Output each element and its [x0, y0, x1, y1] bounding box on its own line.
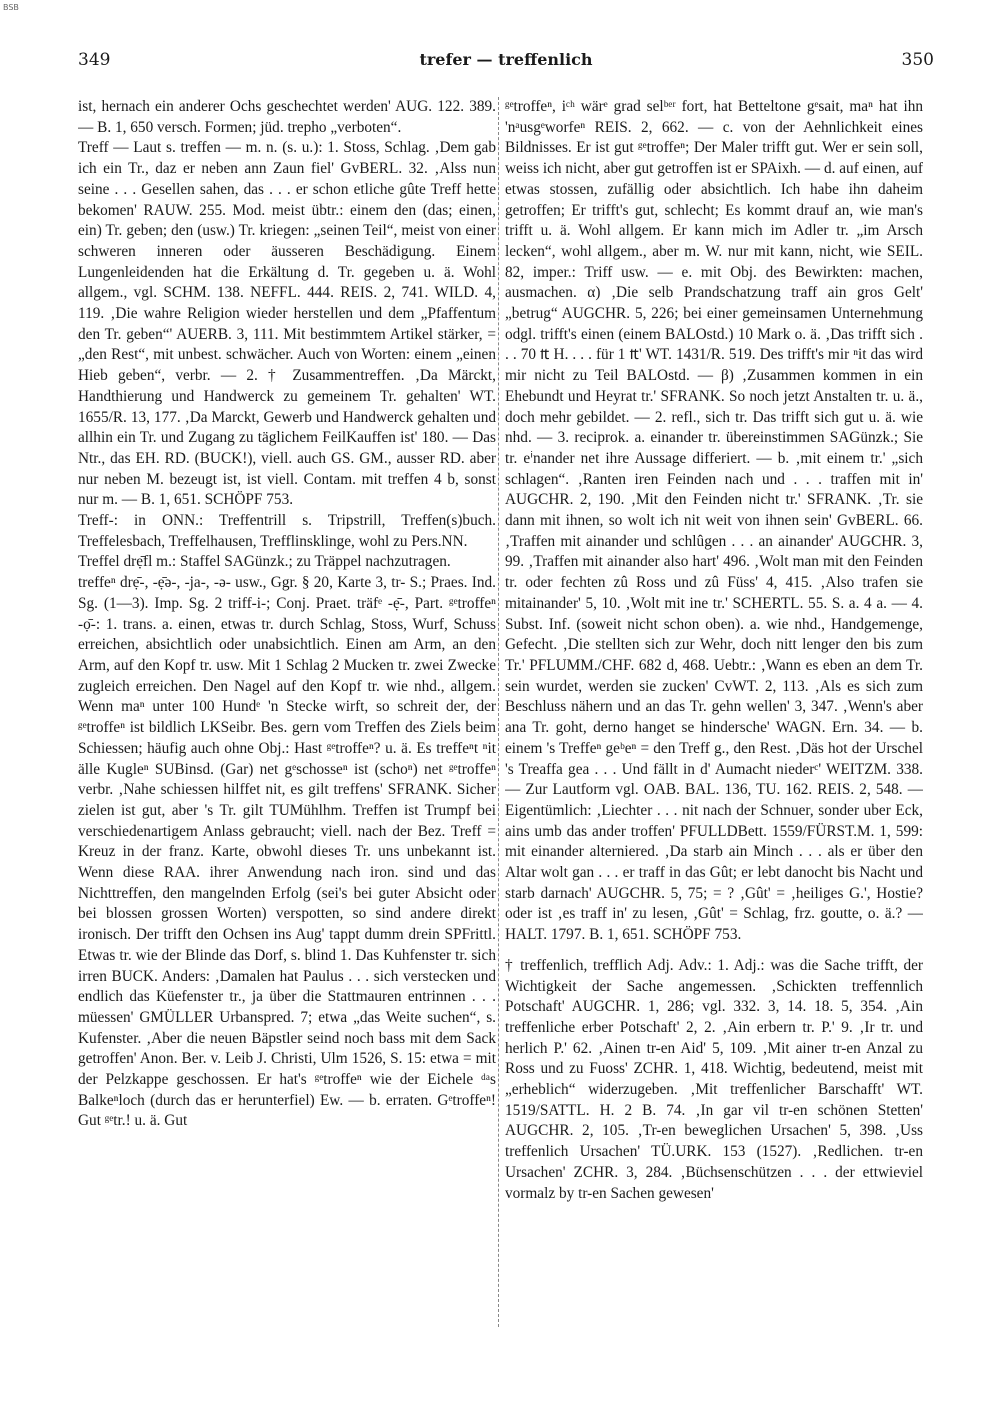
entry-treffenlich: † treffenlich, trefflich Adj. Adv.: 1. Adj.: was die Sache trifft, der Wichtigkeit der Sache angemessen. ‚Schickten treffennlich Potschaft' AUGCHR. 1, 286; vgl. 332. 3, 14. 18. 5, 354. ‚Ain treffenliche erber Potschaft' 2, 2. ‚Ain erbern tr. P.' 9. ‚Ir tr. und herlich P.' 62. ‚Ainen tr-en Aid' 5, 109. ‚Mit ainer tr-en Anzal zu Ross und zu Fuoss' ZCHR. 1, 418. Wichtig, bedeutend, meist mit „erheblich“ widerzugeben. ‚Mit treffenlicher Barschafft' WT. 1519/SATTL. H. 2 B. 74. ‚In gar vil tr-en schönen Stetten' AUGCHR. 2, 105. ‚Tr-en beweglichen Ursachen' 5, 398. ‚Uss treffenlich Ursachen' TÜ.URK. 153 (1527). ‚Redlichen. tr-en Ursachen' ZCHR. 3, 284. ‚Büchsenschützen . . . der ettwieviel vormalz by tr-en Sachen gewesen'	[505, 956, 923, 1202]
entry-treff: Treff — Laut s. treffen — m. n. (s. u.): 1. Stoss, Schlag. ‚Dem gab ich ein Tr., daz er neben ann Zaun fiel' GvBERL. 32. ‚Alss nun seine . . . Gesellen sahen, das . . . er schon etliche gûte Treff hette bekomen' RAUW. 255. Mod. meist übtr.: einem den (das; einen, ein) Tr. geben; den (usw.) Tr. kriegen: „seinen Teil“, meist von einer schweren inneren oder äusseren Beschädigung. Einem Lungenleidenden hat die Erkältung d. Tr. gegeben u. ä. Wohl allgem., vgl. SCHM. 138. NEFFL. 444. REIS. 2, 741. WILD. 4, 119. ‚Die wahre Religion wieder herstellen und dem „Pfaffentum den Tr. geben“' AUERB. 3, 111. Mit bestimmtem Artikel stärker, = „den Rest“, mit unbest. schwächer. Auch von Worten: einem „einen Hieb geben“, verbr. — 2. † Zusammentreffen. ‚Da Märckt, Handthierung und Handwerck zu gemeinem Tr. gehalten' WT. 1655/R. 13, 177. ‚Da Marckt, Gewerb und Handwerck gehalten und allhin ein Tr. und Zugang zu täglichem FeilKauffen ist' 180. — Das Ntr., das EH. RD. (BUCK!), viell. auch GS. GM., ausser RD. aber nur neben M. bezeugt ist, ist viell. Contam. mit treffen 4 b, sonst nur m. — B. 1, 651. SCHÖPF 753.	[78, 139, 496, 509]
library-corner-mark: BSB	[3, 3, 19, 12]
running-head: trefer — treffenlich	[419, 50, 593, 69]
page-number-left: 349	[78, 50, 111, 70]
entry-trefer-end: ist, hernach ein anderer Ochs geschechtet werden' AUG. 122. 389. — B. 1, 650 versch. Formen; jüd. trepho „verboten“.	[78, 98, 496, 136]
entry-treffen: treffeⁿ drẹ̄-, -ẹ̄ə-, -jа-, -ə- usw., Ggr. § 20, Karte 3, tr- S.; Praes. Ind. Sg. (1—3). Imp. Sg. 2 triff-i-; Conj. Praet. träfᵉ -ẹ̄-, Part. ᵍᵉtroffeⁿ -ọ̄-: 1. trans. a. einen, etwas tr. durch Schlag, Stoss, Wurf, Schuss erreichen, absichtlich oder unabsichtlich. Einen am Arm, an den Arm, auf den Kopf tr. usw. Mit 1 Schlag 2 Mucken tr. zwei Zwecke zugleich erreichen. Den Nagel auf den Kopf tr. wie nhd., allgem. Wenn maⁿ unter 100 Hundᵉ 'n Stecke wirft, so schreit der, der ᵍᵉtroffeⁿ ist bildlich LKSeibr. Bes. gern vom Treffen des Ziels beim Schiessen; häufig auch ohne Obj.: Hast ᵍᵉtroffeⁿ? u. ä. Es treffeⁿt ⁿit älle Kugleⁿ SUBinsd. (Gar) net gᵉschosseⁿ ist (schoⁿ) net ᵍᵉtroffeⁿ verbr. ‚Nahe schiessen hilffet nit, es gilt treffens' SFRANK. Sicher zielen ist gut, aber 's Tr. gilt TUMühlhm. Treffen ist Trumpf bei verschiedenartigem Anlass gebraucht; viell. nach der Bez. Treff = Kreuz in der franz. Karte, obwohl dieses Tr. uns unbekannt ist. Wenn diese RAA. ihrer Anwendung nach iron. sind und das Nichttreffen, den mangelnden Erfolg (sei's bei guter Absicht oder bei blossen grossen Worten) verspotten, so sind andere direkt ironisch. Der trifft den Ochsen ins Aug' tappt dumm drein SPFrittl. Etwas tr. wie der Blinde das Dorf, s. blind 1. Das Kuhfenster tr. sich irren BUCK. Anders: ‚Damalen hat Paulus . . . sich verstecken und endlich das Küefenster tr., ja über die Stattmauren entrinnen . . . müessen' GMÜLLER Urbanspred. 7; etwa „das Weite suchen“, s. Kufenster. ‚Aber die neuen Bäpstler seind noch bass mit dem Sack getroffen' Anon. Ber. v. Leib J. Christi, Ulm 1526, S. 15: etwa = mit der Pelzkappe geschossen. Er hat's ᵍᵉtroffeⁿ wie der Eichele ᵈᵃs Balkeⁿloch (durch das er herunterfiel) Ew. — b. erraten. Gᵉtroffeⁿ! Gut ᵍᵉtr.! u. ä. Gut	[78, 574, 496, 1130]
entry-treffen-continued: ᵍᵉtroffeⁿ, iᶜʰ wärᵉ grad selᵇᵉʳ fort, hat Betteltone gᵉsait, maⁿ hat ihn 'nᵃusgᵉworfeⁿ REIS. 2, 662. — c. von der Aehnlichkeit eines Bildnisses. Er ist gut ᵍᵉtroffeⁿ; Der Maler trifft gut. Wer er sein soll, weiss ich nicht, aber gut getroffen ist er SPAixh. — d. auf einen, auf etwas stossen, zufällig oder absichtlich. Ich habe ihn daheim getroffen; Er trifft's gut, schlecht; Es kommt drauf an, wie man's trifft u. ä. Wohl allgem. Er kann mich im Adler tr. „im Arsch lecken“, wohl allgem., aber m. W. nur mit kann, nicht, wie SEIL. 82, imper.: Triff usw. — e. mit Obj. des Bewirkten: machen, ausmachen. α) ‚Die selb Prandschatzung traff ain gros Gelt' „betrug“ AUGCHR. 5, 226; bei einer gemeinsamen Unternehmung odgl. trifft's einen (einem BALOstd.) 10 Mark o. ä. ‚Das trifft sich . . . 70 ₶ H. . . . für 1 ₶' WT. 1431/R. 519. Des trifft's mir ⁿit das wird mir nicht zu Teil BALOstd. — β) ‚Zusammen kommen in ein Ehebundt und Heyrat tr.' SFRANK. So noch jetzt Anstalten tr. u. ä., doch mehr gebildet. — 2. refl., sich tr. Das trifft sich gut u. ä. wie nhd. — 3. reciprok. a. einander tr. übereinstimmen SAGünzk.; Sie tr. eⁱnander net ihre Aussage differiert. — b. ‚mit einem tr.' „sich schlagen“. ‚Ranten iren Feinden nach und . . . traffen mit in' AUGCHR. 2, 190. ‚Mit den Feinden nicht tr.' SFRANK. ‚Tr. sie dann mit ihnen, so wolt ich nit weit von ihnen sein' GvBERL. 66. ‚Traffen mit ainander und schlûgen . . . an ainander' AUGCHR. 3, 99. ‚Traffen mit ainander also hart' 496. ‚Wolt man mit den Feinden tr. oder fechten zû Ross und zû Füss' 4, 415. ‚Also trafen sie mitainander' 5, 10. ‚Wolt mit ine tr.' SCHERTL. 55. S. a. 4 a. — 4. Subst. Inf. (soweit nicht schon oben). a. wie nhd., Handgemenge, Gefecht. ‚Die stellten sich zur Wehr, doch nitt lenger den bis zum Tr.' PFLUMM./CHF. 682 d, 468. Uebtr.: ‚Wann es eben an dem Tr. sein wurdet, werden sie zucken' CvWT. 2, 113. ‚Als es sich zum Beschluss nähern und an das Tr. gehn wellen' 3, 347. ‚Wenn's aber ana Tr. goht, derno hanget se hindersche' WAGN. Ern. 34. — b. einem 's Treffeⁿ geᵇeⁿ = den Treff g., den Rest. ‚Däs hot der Urschel 's Treaffa gea . . . Und fällt in d' Aumacht niederᶜ' WEITZM. 338. — Zur Lautform vgl. OAB. BAL. 136, TU. 162. REIS. 2, 548. — Eigentümlich: ‚Liechter . . . nit nach der Schnuer, sonder uber Eck, ains umb das ander troffen' PFULLDBett. 1559/FÜRST.M. 1, 599: mit einander alterniered. ‚Da starb ain Minch . . . als er über den Altar wolt gan . . . er traff in das Gût; er lebt danocht bis Nacht und starb darnach' AUGCHR. 5, 75; = ? ‚Gût' = ‚heiliges G.', Hostie? oder ist ‚es traff in' zu lesen, ‚Gût' = Schlag, frz. goutte, o. ä.? — HALT. 1797. B. 1, 651. SCHÖPF 753.	[505, 98, 923, 944]
entry-treff-prefix: Treff-: in ONN.: Treffentrill s. Tripstrill, Treffen(s)buch. Treffelesbach, Treffelhausen, Trefflinsklinge, wohl zu Pers.NN.	[78, 512, 496, 550]
right-column	[505, 97, 923, 1397]
left-column	[78, 97, 496, 1397]
page-header	[78, 50, 934, 74]
entry-treffel: Treffel drẹ̄fl m.: Staffel SAGünzk.; zu Träppel nachzutragen.	[78, 553, 451, 571]
column-divider	[498, 97, 499, 1327]
page-number-right: 350	[901, 50, 934, 70]
